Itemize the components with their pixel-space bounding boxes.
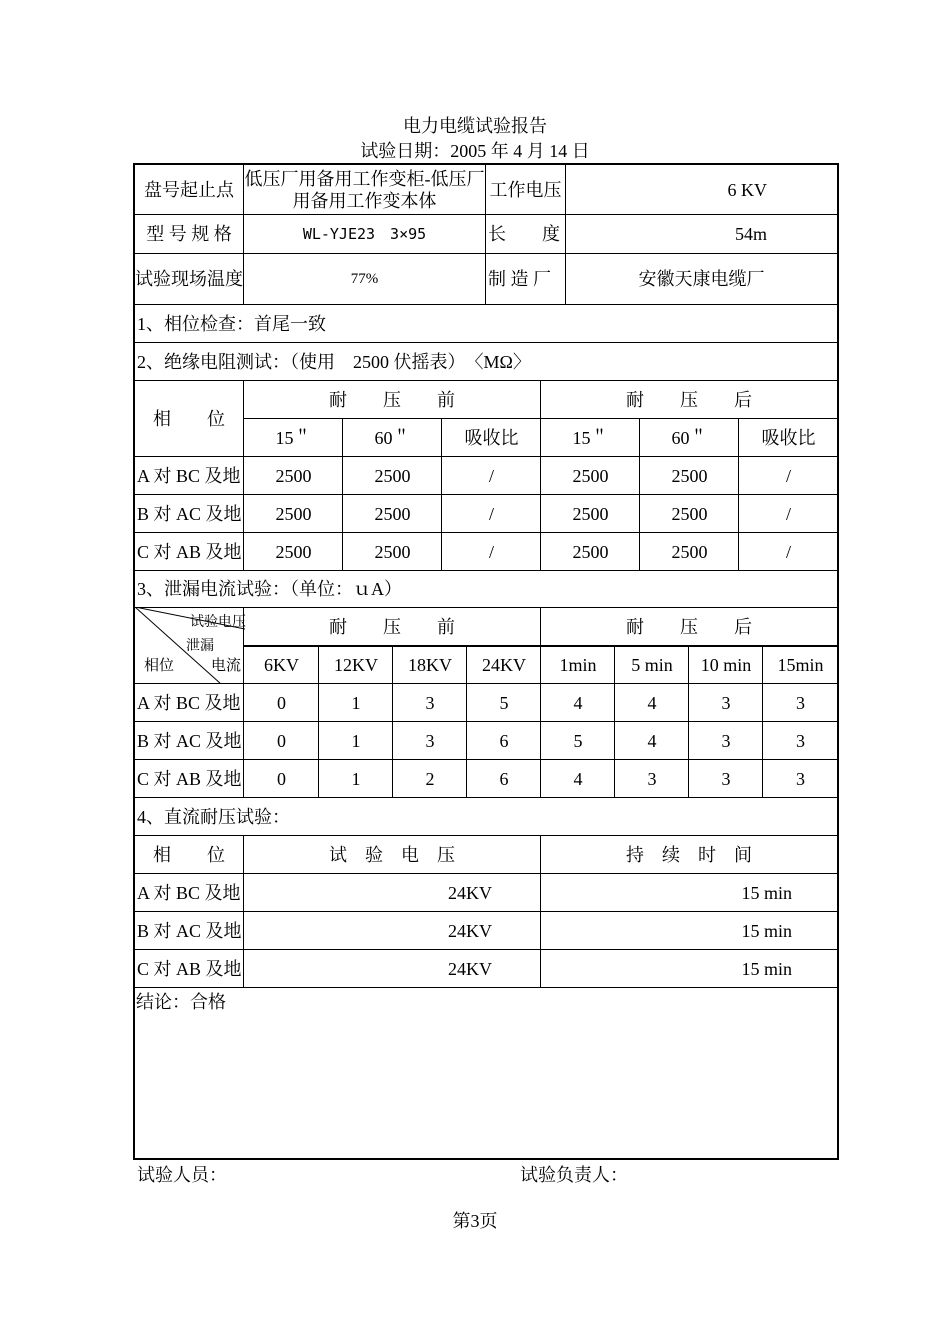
- model-label: 型 号 规 格: [146, 224, 232, 244]
- dc-row-phase: C 对 AB 及地: [137, 958, 242, 979]
- diag-leak-label: 泄漏: [186, 639, 214, 654]
- section-4-dc-withstand: 4、直流耐压试验：: [137, 806, 290, 827]
- insulation-value: 2500: [572, 541, 609, 562]
- leakage-value: 5: [499, 692, 509, 713]
- insulation-value: 2500: [275, 541, 312, 562]
- insulation-row-phase: A 对 BC 及地: [137, 465, 241, 486]
- leakage-col-header: 12KV: [334, 654, 378, 675]
- leakage-col-header: 10 min: [700, 654, 752, 675]
- leakage-value: 3: [425, 730, 435, 751]
- insulation-value: 2500: [374, 541, 411, 562]
- insulation-value: 2500: [275, 503, 312, 524]
- insulation-value: 2500: [275, 465, 312, 486]
- leakage-value: 6: [499, 768, 509, 789]
- leakage-after-header: 耐 压 后: [626, 616, 752, 637]
- leakage-value: 0: [277, 768, 286, 789]
- leakage-value: 1: [351, 692, 361, 713]
- leakage-value: 5: [573, 730, 583, 751]
- report-title: 电力电缆试验报告: [403, 116, 547, 136]
- leakage-value: 6: [499, 730, 509, 751]
- insulation-value: 2500: [671, 503, 708, 524]
- leakage-value: 3: [796, 730, 805, 751]
- dc-voltage-value: 24KV: [448, 920, 492, 941]
- leakage-value: 3: [425, 692, 435, 713]
- diag-current-label: 电流: [211, 658, 242, 674]
- test-date: 试验日期：2005 年 4 月 14 日: [360, 141, 590, 161]
- dc-duration-header: 持 续 时 间: [626, 844, 752, 865]
- leakage-value: 0: [277, 730, 286, 751]
- leakage-row-phase: B 对 AC 及地: [137, 730, 242, 751]
- section-1-phase-check: 1、相位检查：首尾一致: [137, 313, 326, 334]
- insulation-col-header: 吸收比: [464, 427, 519, 448]
- dc-row-phase: B 对 AC 及地: [137, 920, 242, 941]
- insulation-col-header: 吸收比: [761, 427, 816, 448]
- leakage-value: 3: [796, 692, 805, 713]
- insulation-value: 2500: [374, 503, 411, 524]
- leakage-value: 1: [351, 768, 361, 789]
- leakage-col-header: 1min: [559, 654, 597, 675]
- leakage-value: 4: [573, 768, 583, 789]
- leakage-col-header: 18KV: [408, 654, 452, 675]
- insulation-before-header: 耐 压 前: [329, 389, 455, 410]
- insulation-value: /: [785, 465, 791, 486]
- insulation-value: /: [488, 541, 494, 562]
- dc-voltage-header: 试 验 电 压: [329, 844, 455, 865]
- leakage-before-header: 耐 压 前: [329, 616, 455, 637]
- leakage-col-header: 6KV: [264, 654, 299, 675]
- temp-label: 试验现场温度: [135, 269, 243, 289]
- leakage-value: 0: [277, 692, 286, 713]
- insulation-col-header: 60＂: [374, 427, 411, 448]
- voltage-label: 工作电压: [489, 179, 562, 200]
- reel-label: 盘号起止点: [144, 179, 234, 200]
- leakage-col-header: 15min: [777, 654, 824, 675]
- leakage-value: 3: [647, 768, 657, 789]
- dc-phase-header: 相 位: [153, 844, 225, 865]
- section-2-insulation: 2、绝缘电阻测试：（使用 2500 伏摇表） 〈MΩ〉: [137, 351, 531, 372]
- insulation-value: /: [785, 503, 791, 524]
- tester-label: 试验人员：: [137, 1165, 227, 1185]
- leakage-value: 4: [573, 692, 583, 713]
- insulation-value: 2500: [671, 465, 708, 486]
- leakage-value: 1: [351, 730, 361, 751]
- supervisor-label: 试验负责人：: [520, 1165, 628, 1185]
- maker-label: 制 造 厂: [488, 269, 551, 289]
- insulation-value: 2500: [671, 541, 708, 562]
- insulation-value: 2500: [572, 465, 609, 486]
- dc-duration-value: 15 min: [741, 882, 792, 903]
- insulation-phase-header: 相 位: [153, 408, 225, 429]
- model-value: WL-YJE23 3×95: [302, 225, 427, 243]
- diag-voltage-label: 试验电压: [190, 615, 246, 630]
- dc-row-phase: A 对 BC 及地: [137, 882, 241, 903]
- leakage-value: 4: [647, 692, 657, 713]
- length-label: 长 度: [488, 224, 560, 244]
- insulation-value: /: [785, 541, 791, 562]
- leakage-row-phase: C 对 AB 及地: [137, 768, 242, 789]
- insulation-value: 2500: [374, 465, 411, 486]
- dc-duration-value: 15 min: [741, 958, 792, 979]
- leakage-value: 2: [425, 768, 435, 789]
- section-3-leakage: 3、泄漏电流试验：（单位：ｕA）: [137, 579, 402, 599]
- insulation-col-header: 15＂: [572, 427, 609, 448]
- leakage-col-header: 5 min: [631, 654, 673, 675]
- insulation-value: 2500: [572, 503, 609, 524]
- page-number: 第3页: [452, 1211, 498, 1231]
- dc-duration-value: 15 min: [741, 920, 792, 941]
- insulation-col-header: 60＂: [671, 427, 708, 448]
- insulation-col-header: 15＂: [275, 427, 312, 448]
- insulation-value: /: [488, 503, 494, 524]
- insulation-row-phase: B 对 AC 及地: [137, 503, 242, 524]
- conclusion: 结论：合格: [136, 992, 226, 1012]
- dc-voltage-value: 24KV: [448, 882, 492, 903]
- temp-value: 77%: [350, 271, 379, 287]
- reel-value: 低压厂用备用工作变柜-低压厂用备用工作变本体: [244, 168, 485, 211]
- leakage-row-phase: A 对 BC 及地: [137, 692, 241, 713]
- length-value: 54m: [734, 224, 767, 244]
- leakage-value: 3: [721, 768, 731, 789]
- leakage-value: 3: [721, 730, 731, 751]
- dc-voltage-value: 24KV: [448, 958, 492, 979]
- voltage-value: 6 KV: [727, 179, 767, 200]
- diag-phase-label: 相位: [144, 658, 175, 674]
- insulation-after-header: 耐 压 后: [626, 389, 752, 410]
- row-rule: [133, 987, 839, 988]
- leakage-col-header: 24KV: [482, 654, 526, 675]
- maker-value: 安徽天康电缆厂: [638, 269, 765, 289]
- insulation-value: /: [488, 465, 494, 486]
- leakage-value: 3: [796, 768, 805, 789]
- leakage-value: 4: [647, 730, 657, 751]
- leakage-value: 3: [721, 692, 731, 713]
- insulation-row-phase: C 对 AB 及地: [137, 541, 242, 562]
